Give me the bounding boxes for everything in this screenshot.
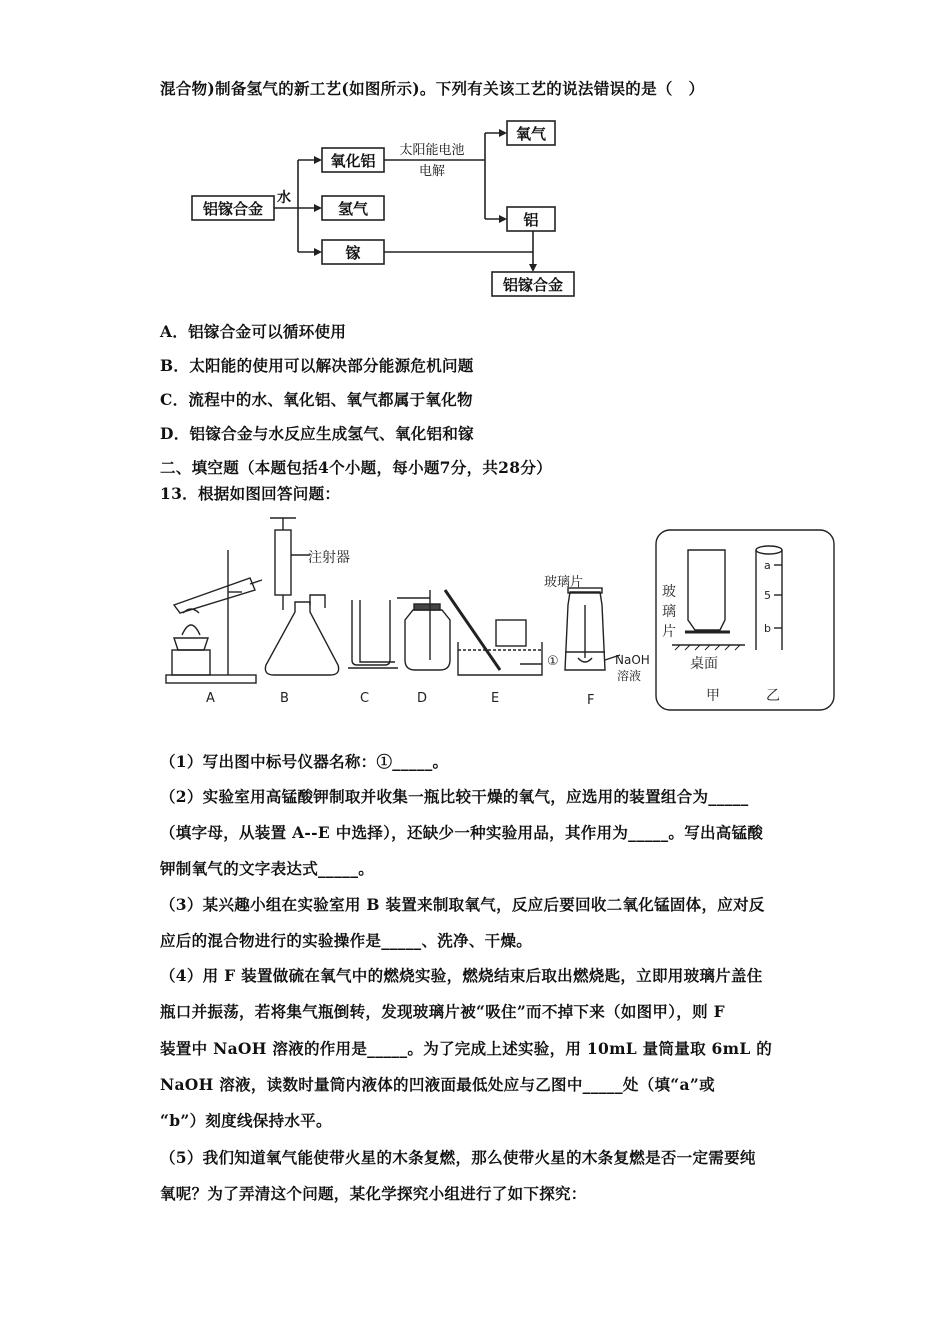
line-1: （1）写出图中标号仪器名称：①_____。: [160, 752, 449, 771]
naoh-label-2: 溶液: [617, 669, 642, 683]
alumina-label: 氧化铝: [330, 152, 376, 170]
line-7: （4）用 F 装置做硫在氧气中的燃烧实验，燃烧结束后取出燃烧匙，立即用玻璃片盖住: [160, 966, 763, 985]
label-f: F: [587, 693, 595, 708]
apparatus-figure: [160, 510, 840, 715]
line-5: （3）某兴趣小组在实验室用 B 装置来制取氧气，反应后要回收二氧化锰固体，应对反: [160, 895, 765, 914]
scale-5: 5: [764, 589, 771, 602]
solar-label: 太阳能电池: [399, 143, 465, 158]
marker-1: ①: [547, 654, 559, 669]
line-10: NaOH 溶液，读数时量筒内液体的凹液面最低处应与乙图中_____处（填“a”或: [160, 1075, 715, 1094]
option-a: A．铝镓合金可以循环使用: [160, 322, 347, 341]
inverted-bottle-jia: [688, 550, 725, 630]
process-flow-diagram: [180, 112, 600, 302]
line-8: 瓶口并振荡，若将集气瓶倒转，发现玻璃片被“吸住”而不掉下来（如图甲），则 F: [160, 1002, 725, 1021]
water-trough-e: [458, 642, 542, 675]
section-2-heading: 二、填空题（本题包括4个小题，每小题7分，共28分）: [160, 458, 552, 477]
label-a: A: [206, 691, 215, 706]
hydrogen-label: 氢气: [337, 200, 369, 218]
glass-v1: 玻: [662, 584, 676, 600]
label-c: C: [360, 691, 370, 706]
scale-a: a: [764, 559, 771, 572]
line-6: 应后的混合物进行的实验操作是_____、洗净、干燥。: [160, 931, 533, 950]
alloy-left-label: 铝镓合金: [202, 200, 264, 218]
glass-v2: 璃: [662, 604, 676, 620]
desk-label: 桌面: [690, 656, 718, 672]
line-13: 氧呢？为了弄清这个问题，某化学探究小组进行了如下探究：: [160, 1184, 587, 1203]
label-e: E: [491, 691, 500, 706]
panel-jia-yi: [656, 530, 834, 710]
label-d: D: [417, 691, 428, 706]
aluminum-label: 铝: [523, 211, 539, 229]
yi-label: 乙: [766, 688, 780, 704]
gas-bottle-d: [405, 610, 450, 670]
question-13: 13．根据如图回答问题：: [160, 484, 341, 503]
line-12: （5）我们知道氧气能使带火星的木条复燃，那么使带火星的木条复燃是否一定需要纯: [160, 1148, 756, 1167]
conical-flask-b: [265, 602, 338, 675]
line-3: （填字母，从装置 A--E 中选择），还缺少一种实验用品，其作用为_____。写出高锰酸: [160, 823, 764, 842]
gas-bottle-c: [352, 600, 390, 665]
water-label: 水: [277, 190, 291, 206]
line-11: “b”）刻度线保持水平。: [160, 1111, 332, 1130]
line-4: 钾制氧气的文字表达式_____。: [160, 859, 375, 878]
stand-base-a: [166, 675, 256, 683]
glass-plate-f-label: 玻璃片: [544, 575, 584, 590]
syringe-b: [275, 530, 291, 595]
option-c: C．流程中的水、氧化铝、氧气都属于氧化物: [160, 390, 473, 409]
naoh-label-1: NaOH: [615, 653, 650, 667]
option-b: B．太阳能的使用可以解决部分能源危机问题: [160, 356, 474, 375]
gallium-label: 镓: [345, 244, 361, 262]
glass-v3: 片: [662, 624, 676, 640]
label-b: B: [280, 691, 289, 706]
alloy-bottom-label: 铝镓合金: [502, 276, 564, 294]
electrolysis-label: 电解: [418, 164, 446, 179]
test-tube-a: [174, 578, 255, 613]
oxygen-label: 氧气: [515, 125, 547, 143]
scale-b: b: [764, 622, 771, 635]
syringe-label: 注射器: [308, 550, 350, 566]
line-9: 装置中 NaOH 溶液的作用是_____。为了完成上述实验，用 10mL 量筒量取 6mL 的: [160, 1039, 773, 1058]
option-d: D．铝镓合金与水反应生成氢气、氧化铝和镓: [160, 424, 474, 443]
jia-label: 甲: [706, 688, 720, 704]
intro-line: 混合物)制备氢气的新工艺(如图所示)。下列有关该工艺的说法错误的是（ ）: [160, 79, 705, 98]
line-2: （2）实验室用高锰酸钾制取并收集一瓶比较干燥的氧气，应选用的装置组合为_____: [160, 787, 749, 806]
collecting-bottle-e: [496, 620, 526, 646]
